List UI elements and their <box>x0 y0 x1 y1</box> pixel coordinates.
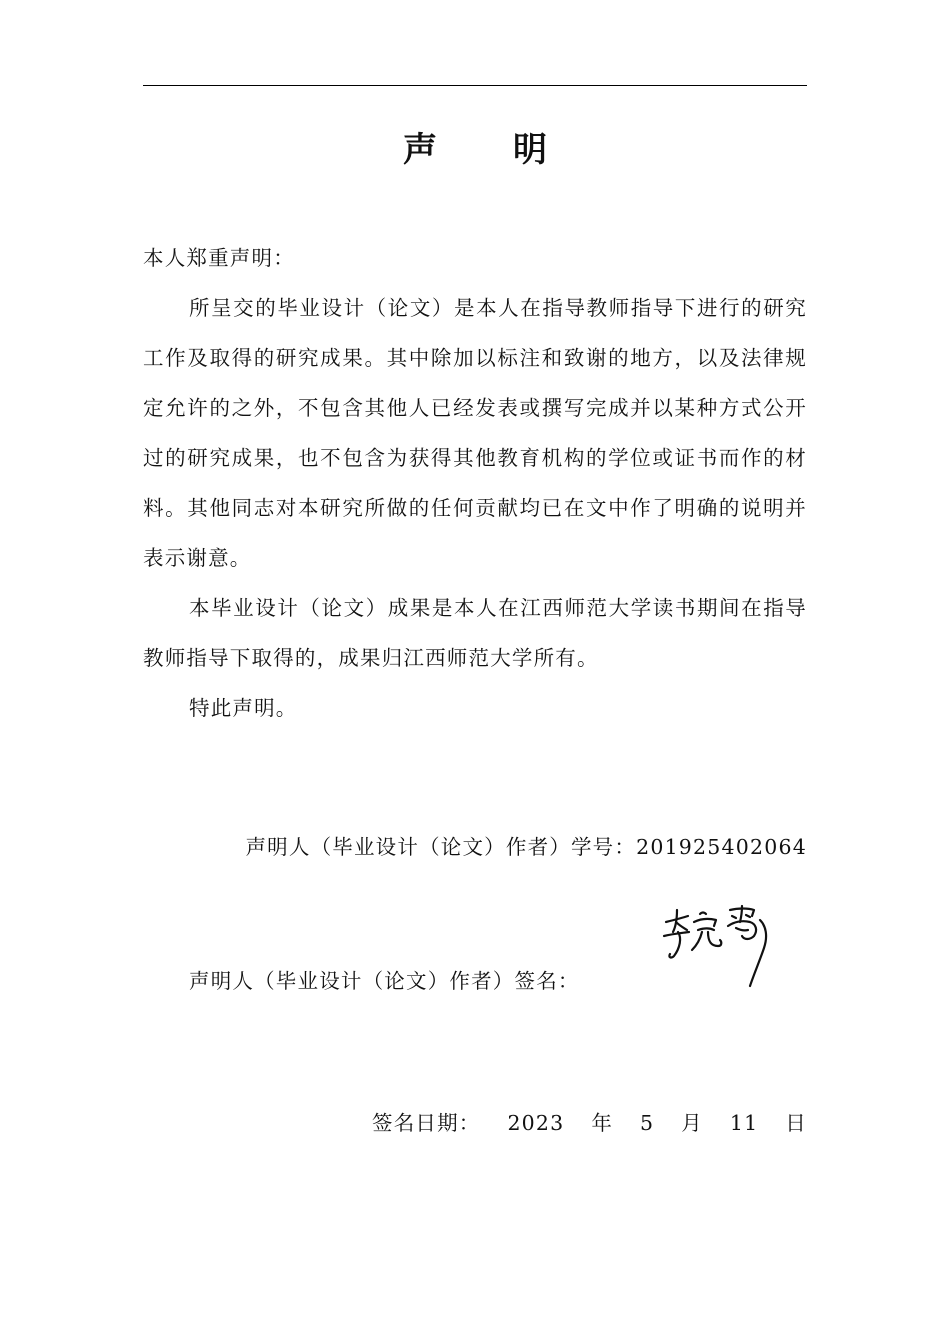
date-month: 5 <box>640 1111 655 1135</box>
page-title: 声明 <box>403 130 623 170</box>
student-number-line <box>245 832 807 862</box>
date-day-unit: 日 <box>785 1111 807 1135</box>
date-month-unit: 月 <box>681 1111 703 1135</box>
date-year-unit: 年 <box>591 1111 614 1135</box>
signature-date-line <box>372 1108 807 1138</box>
handwritten-signature <box>656 900 778 990</box>
paragraph-ownership: 本毕业设计（论文）成果是本人在江西师范大学读书期间在指导教师指导下取得的，成果归江西师范大学所有。 <box>143 596 807 670</box>
student-number: 201925402064 <box>636 835 807 859</box>
date-label: 签名日期： <box>372 1111 481 1135</box>
paragraph-research: 所呈交的毕业设计（论文）是本人在指导教师指导下进行的研究工作及取得的研究成果。其中除加以标注和致谢的地方，以及法律规定允许的之外，不包含其他人已经发表或撰写完成并以某种方式公开过的研究成果，也不包含为获得其他教育机构的学位或证书而作的材料。其他同志对本研究所做的任何贡献均已在文中作了明确的说明并表示谢意。 <box>143 296 807 570</box>
student-number-label: 声明人（毕业设计（论文）作者）学号： <box>245 835 637 859</box>
top-divider <box>143 85 807 86</box>
opening-line: 本人郑重声明： <box>143 246 295 270</box>
date-day: 11 <box>729 1111 759 1135</box>
signature-label: 声明人（毕业设计（论文）作者）签名： <box>189 969 580 993</box>
declaration-body <box>143 233 807 733</box>
paragraph-closing: 特此声明。 <box>189 696 298 720</box>
date-year: 2023 <box>507 1111 565 1135</box>
